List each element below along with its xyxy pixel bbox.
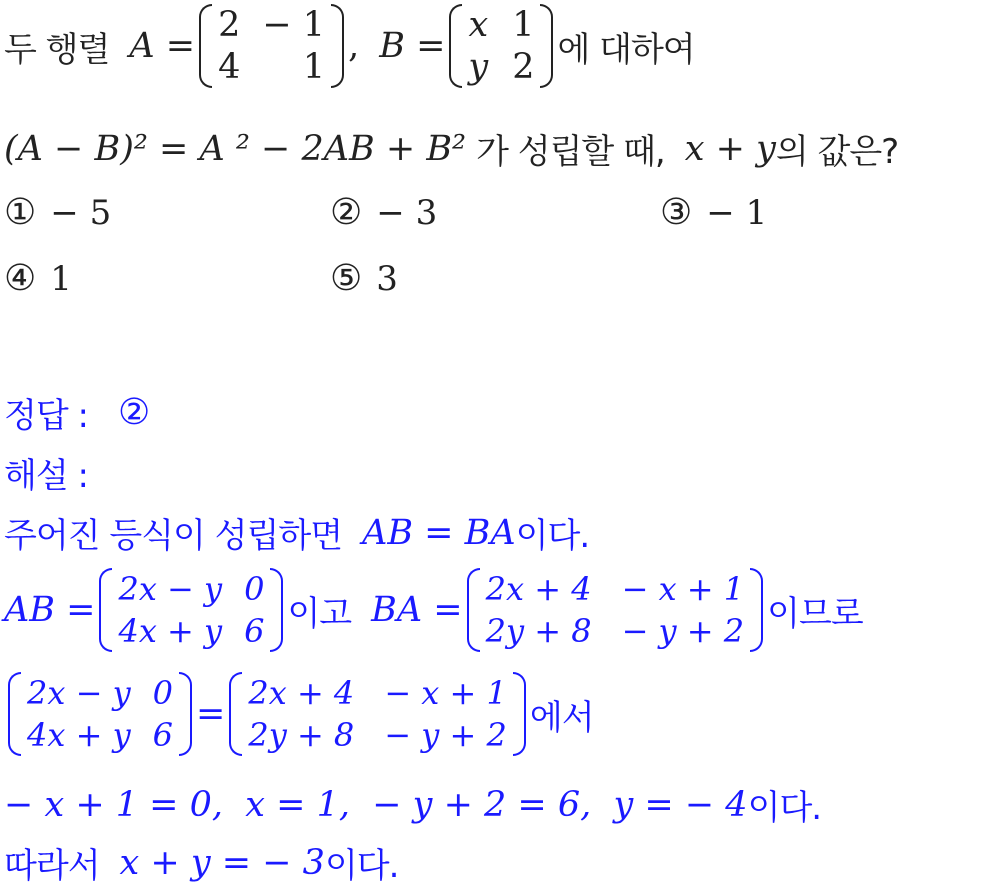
matrix-left-cell: 6 <box>152 716 173 754</box>
ab-label: AB = <box>4 590 96 630</box>
matrix-ba <box>467 568 764 652</box>
answer-label: 정답 : <box>4 396 88 436</box>
choice-1[interactable] <box>4 192 111 233</box>
choice-value: 1 <box>50 258 72 299</box>
explanation-line-2 <box>4 568 863 652</box>
choice-3[interactable] <box>660 192 767 233</box>
matrix-ab <box>99 568 283 652</box>
explanation-line-5 <box>4 838 398 887</box>
matrix-right-cell: 2x + 4 <box>248 674 355 712</box>
matrix-left <box>8 672 192 756</box>
explanation-end: 이다. <box>515 516 590 556</box>
question-suffix-2: 의 값은? <box>775 132 899 172</box>
explanation-equation: AB = BA <box>362 512 516 553</box>
question-equation: (A − B)² = A ² − 2AB + B² <box>4 128 467 169</box>
question-line-1 <box>4 4 695 88</box>
choice-value: 3 <box>376 258 398 299</box>
question-line-2 <box>4 124 898 173</box>
matrix-right <box>229 672 526 756</box>
matrix-equals: = <box>196 694 226 734</box>
explanation-end-3: 에서 <box>529 697 594 738</box>
matrix-ab-cell: 2x − y <box>118 570 223 608</box>
choice-4[interactable] <box>4 258 72 299</box>
ba-label: BA = <box>371 590 463 630</box>
question-prefix: 두 행렬 <box>4 29 110 70</box>
explanation-math-4: − x + 1 = 0, x = 1, − y + 2 = 6, y = − 4 <box>4 784 748 825</box>
matrix-b <box>449 4 553 88</box>
explanation-text: 주어진 등식이 성립하면 <box>4 516 343 556</box>
choice-2[interactable] <box>330 192 437 233</box>
question-suffix: 에 대하여 <box>557 29 695 70</box>
explanation-label: 해설 : <box>4 456 88 496</box>
matrix-ab-cell: 4x + y <box>118 612 223 650</box>
matrix-left-cell: 0 <box>152 674 173 712</box>
choice-value: − 5 <box>50 192 112 233</box>
matrix-separator: , <box>348 26 360 66</box>
matrix-right-cell: − y + 2 <box>384 716 507 754</box>
matrix-right-cell: 2y + 8 <box>248 716 355 754</box>
matrix-ba-cell: 2y + 8 <box>485 612 592 650</box>
explanation-math-5: x + y = − 3 <box>119 842 325 883</box>
matrix-a-label: A = <box>129 26 196 66</box>
matrix-b-cell: x <box>468 5 489 45</box>
matrix-a-cell: 4 <box>218 47 241 87</box>
choice-value: − 1 <box>706 192 768 233</box>
question-expr: x + y <box>684 128 776 169</box>
matrix-a <box>199 4 344 88</box>
matrix-ab-cell: 0 <box>244 570 265 608</box>
explanation-line-1 <box>4 508 589 557</box>
matrix-left-cell: 2x − y <box>27 674 131 712</box>
explanation-mid: 이고 <box>287 593 352 634</box>
explanation-end-2: 이므로 <box>767 593 863 634</box>
matrix-left-cell: 4x + y <box>27 716 131 754</box>
matrix-a-cell: 1 <box>302 47 326 87</box>
explanation-end-4: 이다. <box>747 788 822 828</box>
answer-value: ② <box>117 392 150 433</box>
matrix-ba-cell: − x + 1 <box>621 570 745 608</box>
matrix-b-cell: 2 <box>512 47 535 87</box>
matrix-ab-cell: 6 <box>244 612 265 650</box>
matrix-ba-cell: 2x + 4 <box>485 570 592 608</box>
matrix-right-cell: − x + 1 <box>384 674 507 712</box>
explanation-text-5: 따라서 <box>4 846 100 886</box>
matrix-b-cell: 1 <box>512 5 535 45</box>
answer-line <box>4 388 149 437</box>
choice-mark: ② <box>330 192 363 233</box>
choice-mark: ⑤ <box>330 258 363 299</box>
explanation-end-5: 이다. <box>324 846 399 886</box>
matrix-b-label: B = <box>379 26 446 66</box>
explanation-line-3 <box>4 672 594 756</box>
choice-mark: ① <box>4 192 37 233</box>
choice-value: − 3 <box>376 192 438 233</box>
matrix-b-cell: y <box>468 47 489 87</box>
explanation-label-line <box>4 448 88 497</box>
matrix-ba-cell: − y + 2 <box>621 612 745 650</box>
matrix-a-cell: 2 <box>218 5 241 45</box>
choice-mark: ④ <box>4 258 37 299</box>
matrix-a-cell: − 1 <box>262 5 326 45</box>
question-middle: 가 성립할 때, <box>476 132 665 172</box>
choice-5[interactable] <box>330 258 398 299</box>
explanation-line-4 <box>4 780 821 829</box>
choice-mark: ③ <box>660 192 693 233</box>
